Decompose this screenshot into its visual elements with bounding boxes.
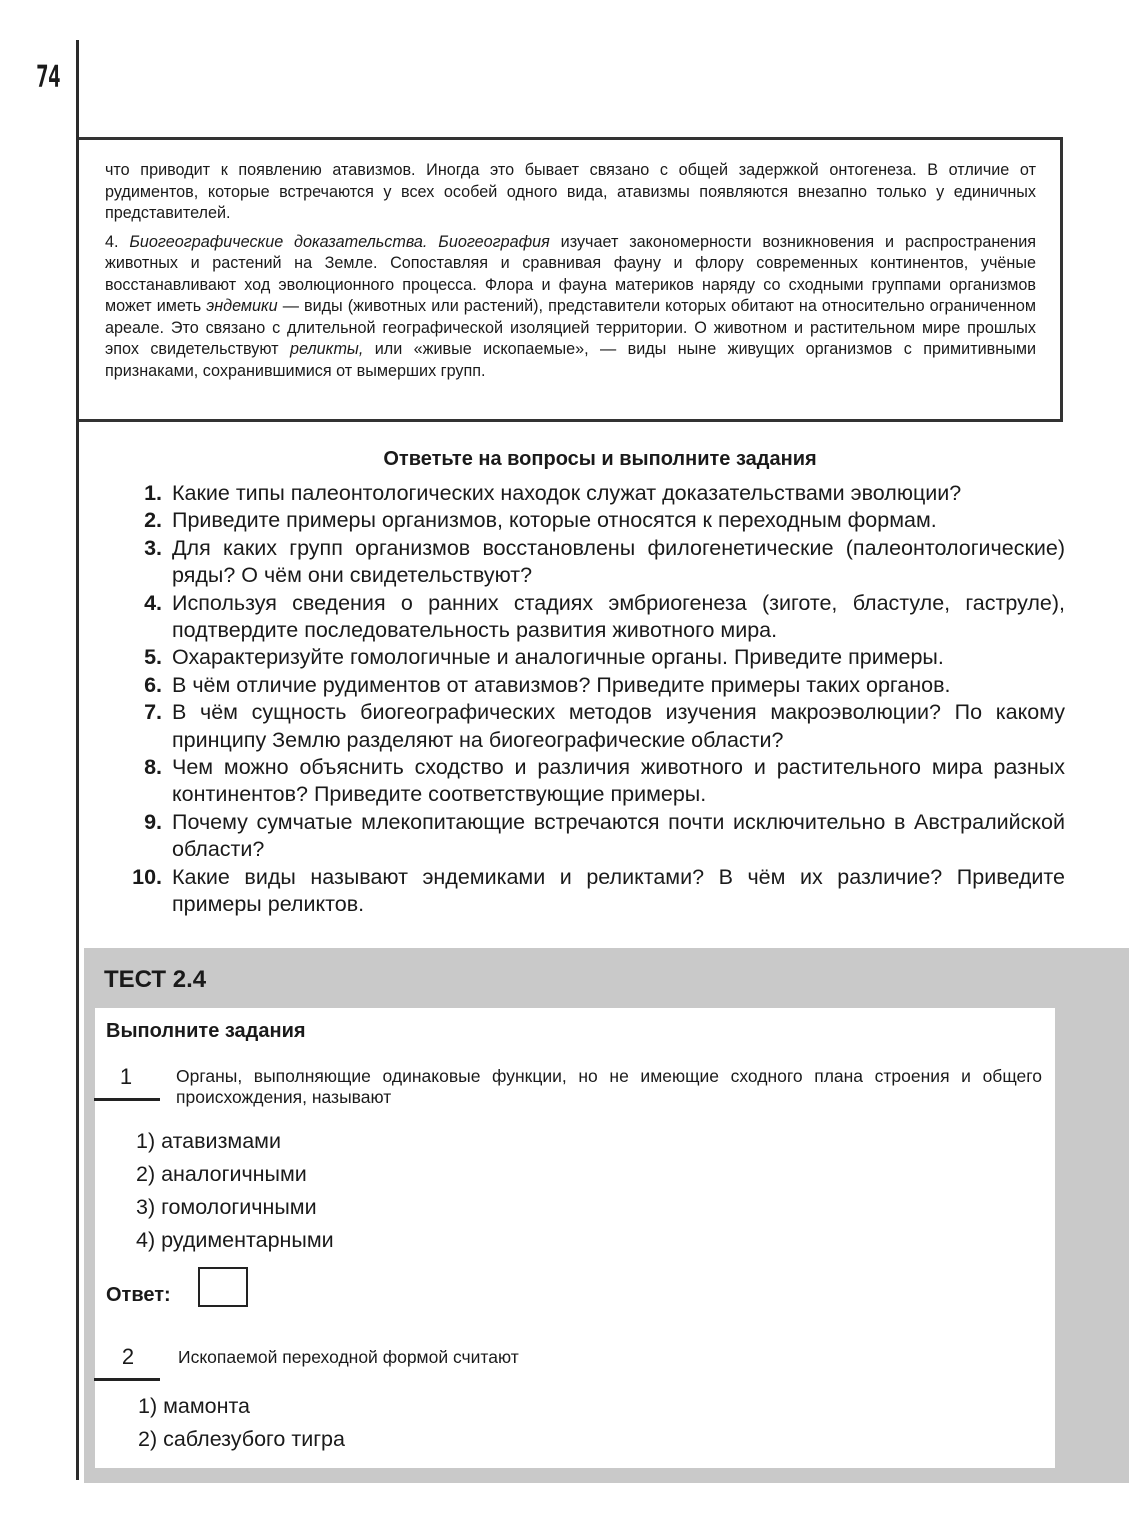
- info-term-endemics: эндемики: [206, 297, 278, 315]
- info-text-3: или «живые ископаемые», — виды ныне живущих организмов с примитивными признаками, сохранившимися от вымерших групп.: [105, 340, 1037, 380]
- info-term-biogeography: Биогеография: [438, 232, 550, 251]
- question-item: [110, 507, 1065, 534]
- question-number: 2.: [144, 508, 162, 533]
- info-text-1: изучает закономерности возникновения и распространения животных и растений на Земле. Сопоставляя и сравнивая фауну и флору современных континентов, учёные восстанавливают ход эволюционного процесса. Флора и фауна материков наряду со сходными группами организмов может иметь: [105, 232, 1037, 315]
- question-item: [110, 535, 1065, 590]
- question-number: 3.: [144, 535, 162, 560]
- question-text: Какие виды называют эндемиками и реликтами? В чём их различие? Приведите примеры реликтов.: [172, 864, 1065, 917]
- question-item: [110, 672, 1065, 699]
- task-1-underline: [94, 1098, 160, 1101]
- question-text: Используя сведения о ранних стадиях эмбриогенеза (зиготе, бластуле, гаструле), подтвердите последовательность развития животного мира.: [172, 590, 1065, 643]
- question-item: [110, 754, 1065, 809]
- question-item: [110, 480, 1065, 507]
- task-1-option-3: 3) гомологичными: [136, 1195, 317, 1219]
- question-text: Чем можно объяснить сходство и различия животного и растительного мира разных континентов? Приведите соответствующие примеры.: [172, 755, 1065, 807]
- task-2-option-2: 2) саблезубого тигра: [138, 1427, 345, 1451]
- question-item: [110, 644, 1065, 671]
- question-text: Почему сумчатые млекопитающие встречаются почти исключительно в Австралийской области?: [172, 809, 1065, 862]
- question-text: В чём сущность биогеографических методов изучения макроэволюции? По какому принципу Землю разделяют на биогеографические области?: [172, 700, 1065, 752]
- question-item: [110, 809, 1065, 864]
- question-text: В чём отличие рудиментов от атавизмов? Приведите примеры таких органов.: [172, 672, 951, 697]
- info-box: [79, 137, 1063, 422]
- question-number: 6.: [144, 672, 162, 697]
- task-1-option-4: 4) рудиментарными: [136, 1228, 334, 1252]
- task-1-text: Органы, выполняющие одинаковые функции, но не имеющие сходного плана строения и общего происхождения, называют: [176, 1066, 1042, 1107]
- question-number: 10.: [132, 864, 162, 889]
- task-1-option-2: 2) аналогичными: [136, 1162, 307, 1186]
- answer-box[interactable]: [198, 1267, 248, 1307]
- task-2-text: Ископаемой переходной формой считают: [178, 1347, 519, 1367]
- question-number: 7.: [144, 700, 162, 725]
- question-number: 4.: [144, 590, 162, 615]
- test-title: ТЕСТ 2.4: [104, 966, 207, 993]
- questions-title: Ответьте на вопросы и выполните задания: [383, 448, 817, 470]
- test-instructions: Выполните задания: [106, 1020, 306, 1042]
- info-heading-italic: Биогеографические доказательства.: [129, 232, 428, 251]
- question-text: Какие типы палеонтологических находок служат доказательствами эволюции?: [172, 481, 962, 505]
- task-1-option-1: 1) атавизмами: [136, 1129, 281, 1153]
- question-number: 5.: [144, 645, 162, 670]
- info-paragraph-1: что приводит к появлению атавизмов. Иногда это бывает связано с общей задержкой онтогенеза. В отличие от рудиментов, которые встречаются у всех особей одного вида, атавизмы появляются внезапно только у единичных представителей.: [105, 161, 1036, 222]
- task-1-number: 1: [119, 1064, 133, 1089]
- task-2-option-1: 1) мамонта: [138, 1394, 251, 1418]
- info-term-relicts: реликты,: [290, 340, 364, 358]
- page-number: 74: [36, 60, 60, 95]
- questions-list: [110, 480, 1065, 919]
- info-paragraph-number: 4.: [105, 232, 119, 251]
- question-text: Охарактеризуйте гомологичные и аналогичные органы. Приведите примеры.: [172, 645, 944, 670]
- question-item: [110, 699, 1065, 754]
- task-2-number: 2: [121, 1344, 135, 1369]
- info-paragraph-2: [105, 232, 1036, 383]
- question-number: 1.: [144, 481, 162, 505]
- task-2-underline: [94, 1378, 160, 1381]
- question-text: Приведите примеры организмов, которые относятся к переходным формам.: [172, 508, 937, 533]
- question-number: 8.: [144, 755, 162, 780]
- question-item: [110, 590, 1065, 645]
- question-item: [110, 864, 1065, 919]
- question-number: 9.: [144, 809, 162, 834]
- info-text-2: — виды (животных или растений), представители которых обитают на относительно ограниченном ареале. Это связано с длительной географической изоляцией территории. О животном и растительном мире прошлых эпох свидетельствуют: [105, 297, 1036, 358]
- answer-label: Ответ:: [106, 1284, 171, 1306]
- question-text: Для каких групп организмов восстановлены филогенетические (палеонтологические) ряды? О чём они свидетельствуют?: [172, 535, 1065, 588]
